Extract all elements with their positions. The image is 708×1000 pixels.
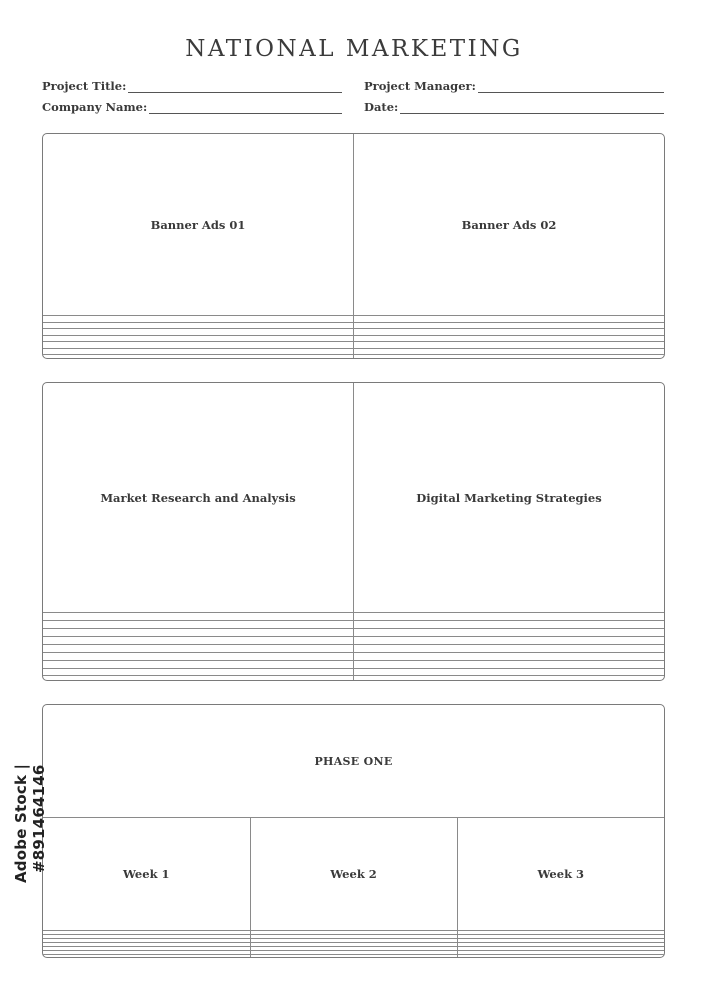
- date-label: Date:: [364, 100, 399, 114]
- research-strategies-row: [43, 621, 664, 629]
- research-strategies-row: [43, 676, 664, 680]
- research-strategies-row: [43, 668, 664, 676]
- research-strategies-row: [43, 636, 664, 644]
- research-strategies-cell[interactable]: [43, 652, 354, 660]
- research-strategies-cell[interactable]: [43, 644, 354, 652]
- research-strategies-cell[interactable]: [43, 668, 354, 676]
- digital-marketing-header: Digital Marketing Strategies: [354, 383, 665, 613]
- research-strategies-cell[interactable]: [43, 621, 354, 629]
- project-manager-line[interactable]: [478, 81, 664, 93]
- project-title-field[interactable]: [42, 77, 342, 93]
- research-strategies-row: [43, 652, 664, 660]
- project-manager-field[interactable]: [364, 77, 664, 93]
- research-strategies-row: [43, 644, 664, 652]
- week-2-header: Week 2: [250, 818, 457, 931]
- project-title-line[interactable]: [128, 81, 342, 93]
- banner-ads-01-header: Banner Ads 01: [43, 134, 354, 316]
- market-research-header: Market Research and Analysis: [43, 383, 354, 613]
- research-strategies-row: [43, 613, 664, 621]
- research-strategies-row: [43, 660, 664, 668]
- research-strategies-cell[interactable]: [354, 621, 665, 629]
- phase-one-cell[interactable]: [43, 955, 250, 957]
- phase-one-row: [43, 955, 664, 957]
- page-title: NATIONAL MARKETING: [185, 36, 523, 62]
- stock-id-text: Adobe Stock | #891464146: [12, 764, 48, 884]
- company-name-label: Company Name:: [42, 100, 148, 114]
- research-strategies-cell[interactable]: [43, 660, 354, 668]
- research-strategies-cell[interactable]: [43, 636, 354, 644]
- company-name-line[interactable]: [149, 102, 342, 114]
- phase-one-table: [42, 704, 665, 958]
- research-strategies-cell[interactable]: [354, 676, 665, 680]
- research-strategies-cell[interactable]: [354, 613, 665, 621]
- research-strategies-cell[interactable]: [354, 668, 665, 676]
- research-strategies-cell[interactable]: [354, 660, 665, 668]
- phase-one-cell[interactable]: [250, 955, 457, 957]
- research-strategies-cell[interactable]: [354, 636, 665, 644]
- week-1-header: Week 1: [43, 818, 250, 931]
- banner-ads-row: [43, 355, 664, 358]
- research-strategies-cell[interactable]: [43, 628, 354, 636]
- banner-ads-02-header: Banner Ads 02: [354, 134, 665, 316]
- banner-ads-cell[interactable]: [43, 355, 354, 358]
- phase-one-cell[interactable]: [457, 955, 664, 957]
- project-manager-label: Project Manager:: [364, 79, 476, 93]
- week-3-header: Week 3: [457, 818, 664, 931]
- phase-one-header: PHASE ONE: [43, 705, 664, 818]
- project-title-label: Project Title:: [42, 79, 127, 93]
- research-strategies-cell[interactable]: [43, 613, 354, 621]
- date-line[interactable]: [400, 102, 664, 114]
- company-name-field[interactable]: [42, 98, 342, 114]
- research-strategies-table: [42, 382, 665, 681]
- research-strategies-cell[interactable]: [43, 676, 354, 680]
- research-strategies-row: [43, 628, 664, 636]
- research-strategies-cell[interactable]: [354, 652, 665, 660]
- research-strategies-cell[interactable]: [354, 644, 665, 652]
- banner-ads-cell[interactable]: [354, 355, 665, 358]
- banner-ads-table: [42, 133, 665, 359]
- research-strategies-cell[interactable]: [354, 628, 665, 636]
- date-field[interactable]: [364, 98, 664, 114]
